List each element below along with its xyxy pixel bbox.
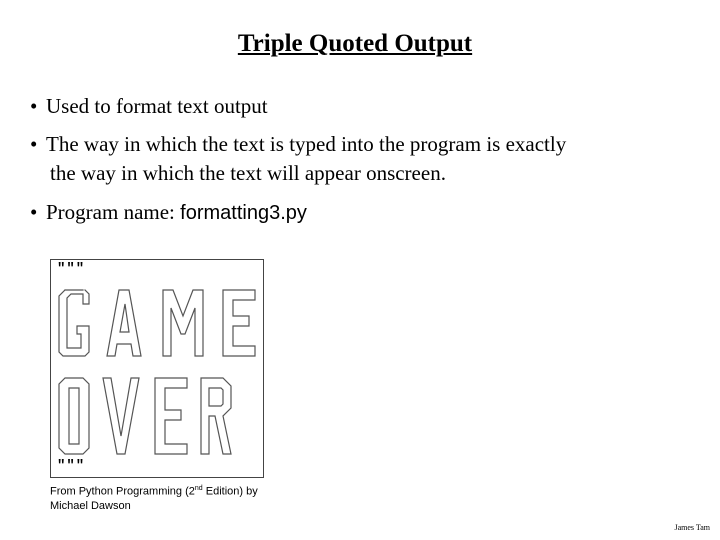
footer-author: James Tam <box>674 523 710 532</box>
caption-text: From Python Programming (2 <box>50 485 195 498</box>
triple-quote-open: """ <box>57 261 86 277</box>
bullet-marker: • <box>30 132 38 156</box>
bullet-continuation: the way in which the text will appear onscreen. <box>50 161 446 185</box>
ascii-letter-g <box>59 290 89 356</box>
image-caption <box>50 482 310 513</box>
bullet-item <box>30 130 566 188</box>
caption-text-end: Edition) by <box>202 485 258 498</box>
ascii-letter-v <box>103 378 139 454</box>
bullet-marker: • <box>30 94 38 118</box>
bullet-item <box>30 198 307 228</box>
ascii-letter-m <box>163 290 203 356</box>
bullet-marker: • <box>30 200 38 224</box>
caption-superscript: nd <box>194 485 203 492</box>
page-title: Triple Quoted Output <box>237 30 473 57</box>
ascii-letter-e <box>223 290 255 356</box>
ascii-letter-a <box>107 290 141 356</box>
caption-author: Michael Dawson <box>50 499 131 512</box>
bullet-item <box>30 92 268 121</box>
triple-quote-close: """ <box>57 458 86 474</box>
ascii-art-game-over <box>51 260 263 477</box>
bullet-text: The way in which the text is typed into the program is exactly <box>46 132 567 156</box>
program-output-screenshot <box>50 259 264 478</box>
ascii-letter-e-2 <box>155 378 187 454</box>
ascii-letter-r <box>201 378 231 454</box>
program-filename: formatting3.py <box>180 202 307 224</box>
bullet-text: Used to format text output <box>46 94 268 118</box>
ascii-letter-o <box>59 378 89 454</box>
bullet-text: Program name: <box>46 200 181 224</box>
